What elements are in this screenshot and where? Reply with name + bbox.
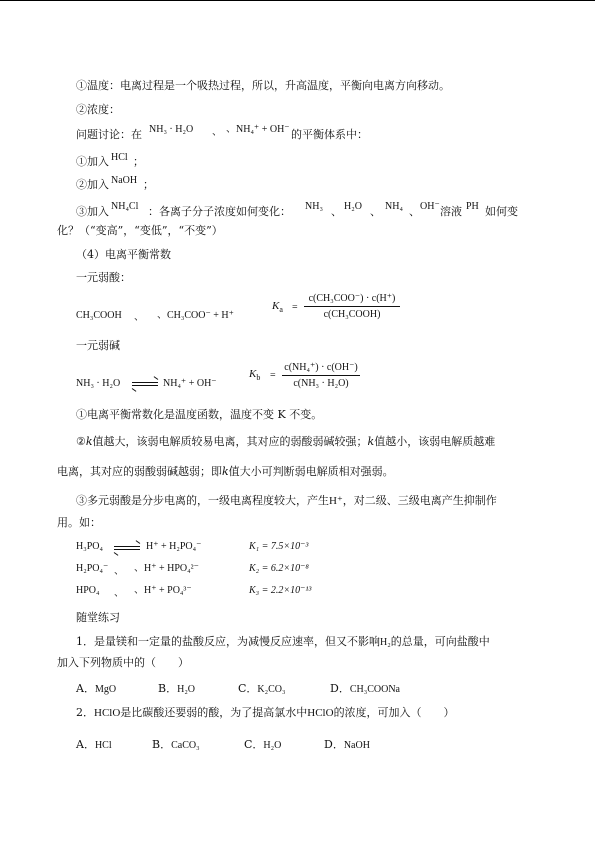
h2o-formula: H₂O — [344, 201, 362, 212]
temperature-paragraph: ①温度：电离过程是一个吸热过程，所以，升高温度，平衡向电离方向移动。 — [76, 79, 450, 92]
separator: 、 — [114, 566, 124, 577]
add-label: ③加入 — [76, 205, 109, 218]
equilibrium-arrow — [132, 379, 158, 389]
q1-option-a[interactable]: A．MgO — [76, 682, 117, 695]
q1-option-d[interactable]: D．CH₃COONa — [330, 682, 400, 695]
k-symbol: k — [85, 435, 93, 448]
constant-temperature-text: ①电离平衡常数化是温度函数，温度不变 K 不变。 — [76, 408, 323, 421]
acetic-acid-formula: CH₃COOH — [76, 310, 122, 321]
oh-formula: OH⁻ — [420, 201, 440, 212]
hydrogen-phosphate-formula: HPO₄ — [76, 585, 100, 596]
h-ion-formula: H⁺ — [329, 495, 343, 507]
q1-option-c[interactable]: C．K₂CO₃ — [238, 682, 286, 695]
separator: 、 — [370, 205, 381, 218]
ka-symbol: $K_a$ — [272, 300, 283, 315]
fraction-bar — [282, 375, 360, 376]
ka-fraction — [304, 292, 400, 321]
section-4-heading: （4）电离平衡常数 — [76, 248, 171, 261]
h2-formula: H₂ — [380, 637, 391, 648]
separator: 、 — [409, 205, 420, 218]
k-symbol: k — [367, 435, 375, 448]
question-1-text: 1．是量镁和一定量的盐酸反应，为减慢反应速率，但又不影响H₂的总量，可向盐酸中 — [76, 635, 490, 648]
dihydrogen-phosphate-formula: H₂PO₄⁻ — [76, 563, 109, 574]
ion-change-question: ：各离子分子浓度如何变化： — [148, 205, 291, 218]
add-label: ②加入 — [76, 178, 109, 191]
separator: 、 — [331, 205, 342, 218]
separator: 、 — [134, 312, 144, 323]
hcl-formula: HCl — [111, 152, 128, 163]
q2-option-a[interactable]: A．HCl — [76, 738, 112, 751]
nh4cl-formula: NH₄Cl — [111, 201, 139, 212]
hclo-formula: HClO — [94, 707, 121, 719]
kb-symbol: $K_b$ — [249, 368, 261, 383]
ammonia-hydrate-formula: NH₃ · H₂O — [76, 378, 121, 389]
kb-numerator: c(NH₄⁺) · c(OH⁻) — [284, 362, 358, 373]
nh4-formula: NH₄ — [385, 201, 403, 212]
separator: 、 — [114, 588, 124, 599]
equilibrium-arrow — [114, 543, 140, 553]
first-ionization-products: H⁺ + H₂PO₄⁻ — [146, 541, 202, 552]
acetate-ions-formula: 、CH₃COO⁻ + H⁺ — [157, 310, 234, 321]
q1-option-b[interactable]: B．H₂O — [158, 682, 196, 695]
kb-equals: = — [270, 370, 276, 381]
k3-value: K₃ = 2.2×10⁻¹³ — [249, 585, 312, 596]
concentration-heading: ②浓度： — [76, 103, 120, 116]
page-top-rule — [0, 0, 595, 1]
example-label: 用。如： — [57, 516, 101, 529]
fraction-bar — [304, 306, 400, 307]
change-options-text: 化？（“变高”，“变低”，“不变”） — [57, 224, 223, 237]
q2-option-d[interactable]: D．NaOH — [324, 738, 370, 751]
k-paragraph-end: 电离，其对应的弱酸弱碱越弱；即k值大小可判断弱电解质相对强弱。 — [57, 465, 394, 478]
kb-fraction — [282, 361, 360, 390]
semicolon: ； — [133, 155, 144, 168]
second-ionization-products: 、H⁺ + HPO₄²⁻ — [134, 563, 199, 574]
ph-label: PH — [466, 201, 479, 212]
ammonia-hydrate-formula: NH₃ · H₂O — [149, 124, 194, 135]
third-ionization-products: 、H⁺ + PO₄³⁻ — [134, 585, 192, 596]
q2-option-b[interactable]: B．CaCO₃ — [152, 738, 200, 751]
ka-denominator: c(CH₃COOH) — [323, 309, 381, 320]
naoh-formula: NaOH — [111, 175, 138, 186]
polyprotic-paragraph: ③多元弱酸是分步电离的，一级电离程度较大，产生H⁺，对二级、三级电离产生抑制作 — [76, 494, 497, 507]
ammonium-hydroxide-formula: 、NH₄⁺ + OH⁻ — [226, 124, 290, 135]
discussion-label: 问题讨论：在 — [76, 128, 142, 141]
nh3-formula: NH₃ — [305, 201, 323, 212]
how-change-text: 如何变 — [485, 205, 518, 218]
add-label: ①加入 — [76, 155, 109, 168]
question-2-text: 2．HClO是比碳酸还要弱的酸，为了提高氯水中HClO的浓度，可加入（ ） — [76, 706, 455, 719]
equilibrium-system-text: 的平衡体系中： — [291, 128, 368, 141]
separator: 、 — [212, 127, 222, 138]
ammonium-ions-formula: NH₄⁺ + OH⁻ — [163, 378, 217, 389]
k-paragraph-start: ②k值越大，该弱电解质较易电离，其对应的弱酸弱碱较强；k值越小，该弱电解质越难 — [76, 435, 496, 448]
weak-acid-label: 一元弱酸： — [76, 271, 131, 284]
practice-heading: 随堂练习 — [76, 611, 120, 624]
kb-denominator: c(NH₃ · H₂O) — [293, 378, 349, 389]
k-symbol: k — [222, 465, 229, 478]
weak-base-label: 一元弱碱 — [76, 339, 120, 352]
hclo-formula: HClO — [307, 707, 334, 719]
k2-value: K₂ = 6.2×10⁻⁸ — [249, 563, 309, 574]
phosphoric-acid-formula: H₃PO₄ — [76, 541, 103, 552]
semicolon: ； — [143, 178, 154, 191]
question-1-prompt: 加入下列物质中的（ ） — [57, 656, 189, 669]
q2-option-c[interactable]: C．H₂O — [244, 738, 282, 751]
ka-numerator: c(CH₃COO⁻) · c(H⁺) — [308, 293, 396, 304]
k1-value: K₁ = 7.5×10⁻³ — [249, 541, 309, 552]
ka-equals: = — [292, 302, 298, 313]
solution-label: 溶液 — [440, 205, 462, 218]
